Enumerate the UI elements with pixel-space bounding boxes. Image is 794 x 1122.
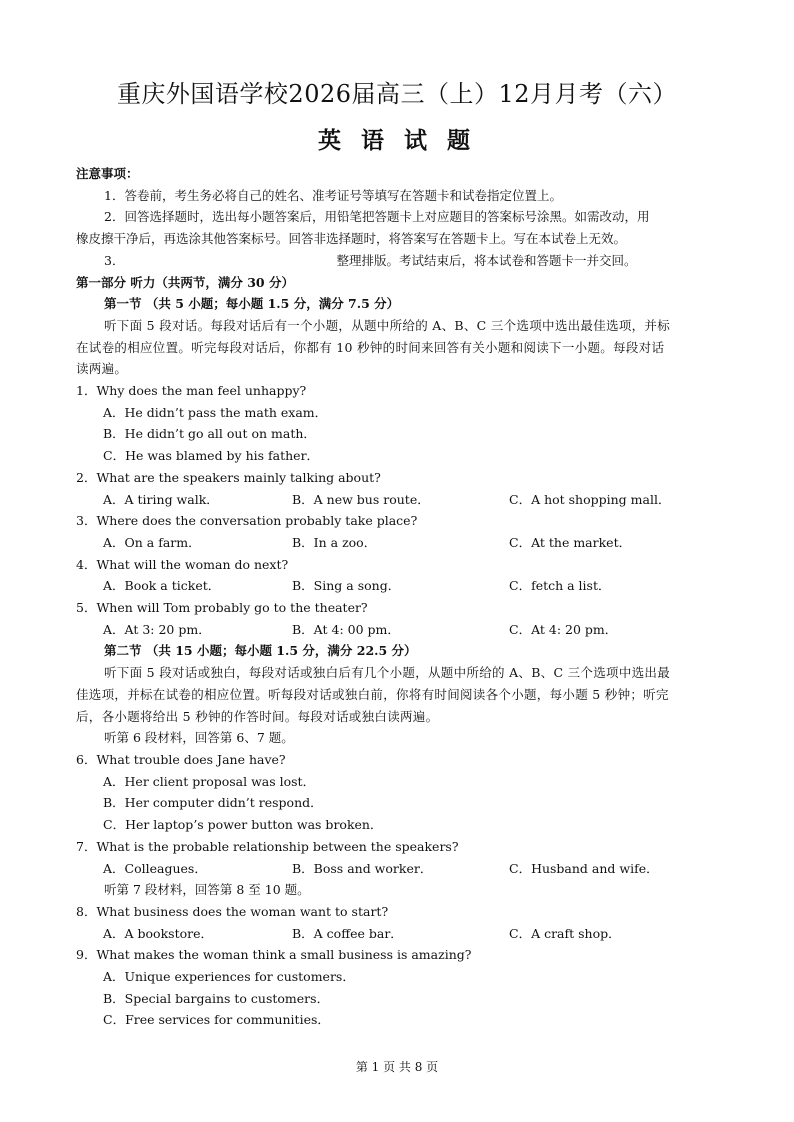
question-8-option-b: B．A coffee bar． (292, 925, 403, 941)
question-3-option-a: A．On a farm． (103, 534, 201, 550)
section2-instruction-line-1: 听下面 5 段对话或独白，每段对话或独白后有几个小题，从题中所给的 A、B、C 三个选项中选出最 (104, 665, 671, 681)
question-9-stem: 9．What makes the woman think a small business is amazing? (76, 947, 472, 963)
question-5-option-a: A．At 3: 20 pm． (103, 621, 211, 637)
question-8-option-c: C．A craft shop． (509, 925, 621, 941)
question-4-options (76, 575, 718, 597)
question-1-stem: 1．Why does the man feel unhappy? (76, 383, 307, 399)
question-2-stem: 2．What are the speakers mainly talking about? (76, 469, 381, 485)
question-5-options (76, 619, 718, 641)
question-3-options (76, 532, 718, 554)
question-2-options (76, 489, 718, 511)
section1-heading: 第一节 （共 5 小题；每小题 1.5 分，满分 7.5 分） (104, 296, 400, 312)
question-7-stem: 7．What is the probable relationship between the speakers? (76, 838, 459, 854)
notice-item-2-line-1: 2．回答选择题时，选出每小题答案后，用铅笔把答题卡上对应题目的答案标号涂黑。如需改动，用 (104, 209, 650, 225)
question-4-option-b: B．Sing a song． (292, 578, 401, 594)
question-6-option-c: C．Her laptop’s power button was broken． (103, 817, 383, 833)
question-3-stem: 3．Where does the conversation probably take place? (76, 513, 418, 529)
section1-instruction-line-2: 在试卷的相应位置。听完每段对话后，你都有 10 秒钟的时间来回答有关小题和阅读下一小题。每段对话 (76, 339, 665, 355)
notice-item-1: 1．答卷前，考生务必将自己的姓名、准考证号等填写在答题卡和试卷指定位置上。 (104, 187, 562, 203)
page-number-footer: 第 1 页 共 8 页 (355, 1060, 439, 1074)
question-1-option-a: A．He didn’t pass the math exam． (103, 404, 328, 420)
section1-instruction-line-3: 读两遍。 (76, 361, 128, 377)
question-8-stem: 8．What business does the woman want to start? (76, 903, 389, 919)
question-4-option-c: C．fetch a list． (509, 578, 611, 594)
question-5-option-b: B．At 4: 00 pm． (292, 621, 400, 637)
question-5-option-c: C．At 4: 20 pm． (509, 621, 618, 637)
notice-item-3 (76, 250, 718, 272)
notice-item-2-line-2: 橡皮擦干净后，再选涂其他答案标号。回答非选择题时，将答案写在答题卡上。写在本试卷上无效。 (76, 231, 627, 247)
question-4-stem: 4．What will the woman do next? (76, 556, 289, 572)
material-7-label: 听第 7 段材料，回答第 8 至 10 题。 (104, 882, 310, 898)
question-4-option-a: A．Book a ticket． (103, 578, 221, 594)
section2-instruction-line-2: 佳选项，并标在试卷的相应位置。听每段对话或独白前，你将有时间阅读各个小题，每小题 5 秒钟；听完 (76, 686, 669, 702)
question-2-option-b: B．A new bus route． (292, 491, 430, 507)
part1-heading: 第一部分 听力（共两节，满分 30 分） (76, 274, 294, 290)
question-3-option-c: C．At the market． (509, 534, 632, 550)
question-1-option-c: C．He was blamed by his father． (103, 448, 320, 464)
question-7-option-a: A．Colleagues． (103, 860, 207, 876)
material-6-label: 听第 6 段材料，回答第 6、7 题。 (104, 730, 294, 746)
question-7-option-c: C．Husband and wife． (509, 860, 659, 876)
page-subtitle: 英 语 试 题 (317, 127, 477, 154)
notice-item-3-text: 整理排版。考试结束后，将本试卷和答题卡一并交回。 (336, 252, 637, 268)
exam-content (76, 163, 718, 1031)
question-3-option-b: B．In a zoo． (292, 534, 377, 550)
question-1-option-b: B．He didn’t go all out on math． (103, 426, 316, 442)
question-6-stem: 6．What trouble does Jane have? (76, 751, 286, 767)
question-9-option-b: B．Special bargains to customers． (103, 990, 330, 1006)
question-9-option-c: C．Free services for communities． (103, 1012, 330, 1028)
question-6-option-b: B．Her computer didn’t respond． (103, 795, 323, 811)
question-7-option-b: B．Boss and worker． (292, 860, 433, 876)
notice-item-3-number: 3． (104, 252, 125, 268)
question-7-options (76, 858, 718, 880)
question-8-option-a: A．A bookstore． (103, 925, 213, 941)
section2-instruction-line-3: 后，各小题将给出 5 秒钟的作答时间。每段对话或独白读两遍。 (76, 708, 439, 724)
question-2-option-c: C．A hot shopping mall． (509, 491, 671, 507)
question-6-option-a: A．Her client proposal was lost． (103, 773, 316, 789)
section2-heading: 第二节 （共 15 小题；每小题 1.5 分，满分 22.5 分） (104, 643, 417, 659)
question-2-option-a: A．A tiring walk． (103, 491, 219, 507)
question-9-option-a: A．Unique experiences for customers． (103, 969, 355, 985)
question-5-stem: 5．When will Tom probably go to the theater? (76, 600, 368, 616)
question-8-options (76, 923, 718, 945)
notice-heading: 注意事项： (76, 166, 139, 181)
page-title: 重庆外国语学校2026届高三（上）12月月考（六） (116, 80, 678, 108)
section1-instruction-line-1: 听下面 5 段对话。每段对话后有一个小题，从题中所给的 A、B、C 三个选项中选出最佳选项，并标 (104, 317, 671, 333)
